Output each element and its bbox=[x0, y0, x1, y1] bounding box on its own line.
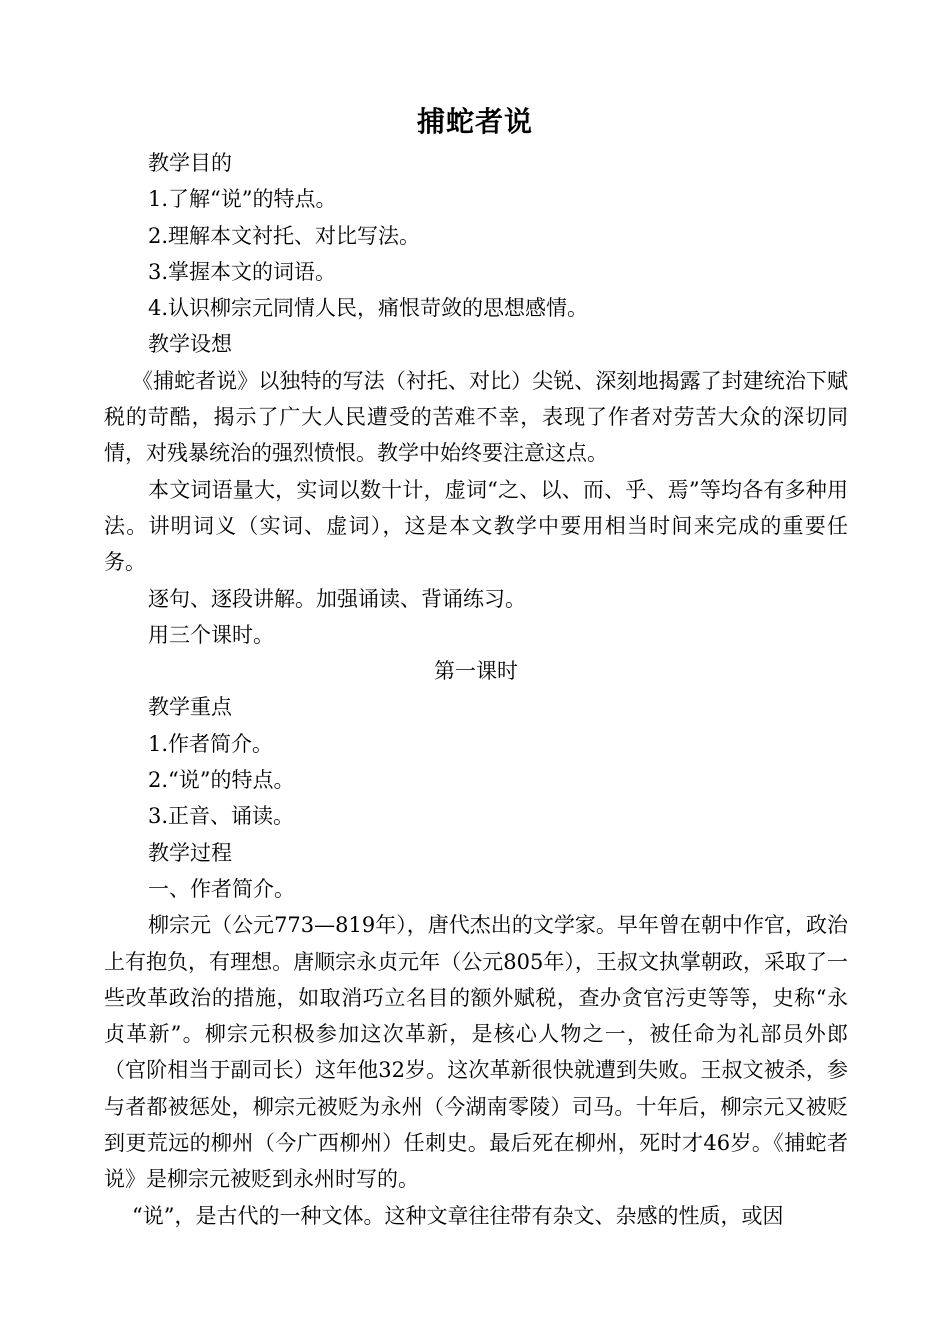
heading-teaching-process: 教学过程 bbox=[148, 840, 232, 865]
paragraph-hours: 用三个课时。 bbox=[148, 622, 274, 647]
key-point-1: 1.作者简介。 bbox=[148, 731, 274, 756]
goal-item-4: 4.认识柳宗元同情人民，痛恨苛敛的思想感情。 bbox=[148, 296, 589, 321]
paragraph-ideas-1: 《捕蛇者说》以独特的写法（衬托、对比）尖锐、深刻地揭露了封建统治下赋税的苛酷，揭示了广大人民遭受的苦难不幸，表现了作者对劳苦大众的深切同情，对残暴统治的强烈愤恨。教学中始终要注意这点。 bbox=[104, 368, 848, 466]
process-step-1: 一、作者简介。 bbox=[148, 876, 295, 901]
heading-teaching-ideas: 教学设想 bbox=[148, 332, 232, 357]
paragraph-shuo-genre: “说”，是古代的一种文体。这种文章往往带有杂文、杂感的性质，或因 bbox=[132, 1203, 784, 1228]
key-point-3: 3.正音、诵读。 bbox=[148, 804, 295, 829]
paragraph-author-bio: 柳宗元（公元773—819年），唐代杰出的文学家。早年曾在朝中作官，政治上有抱负，有理想。唐顺宗永贞元年（公元805年），王叔文执掌朝政，采取了一些改革政治的措施，如取消巧立名目的额外赋税，查办贪官污吏等等，史称“永贞革新”。柳宗元积极参加这次革新，是核心人物之一，被任命为礼部员外郎（官阶相当于副司长）这年他32岁。这次革新很快就遭到失败。王叔文被杀，参与者都被惩处，柳宗元被贬为永州（今湖南零陵）司马。十年后，柳宗元又被贬到更荒远的柳州（今广西柳州）任刺史。最后死在柳州，死时才46岁。《捕蛇者说》是柳宗元被贬到永州时写的。 bbox=[104, 913, 848, 1192]
key-point-2: 2.“说”的特点。 bbox=[148, 768, 295, 793]
section-first-lesson: 第一课时 bbox=[434, 659, 518, 684]
heading-teaching-goals: 教学目的 bbox=[148, 151, 232, 175]
paragraph-method: 逐句、逐段讲解。加强诵读、背诵练习。 bbox=[148, 586, 526, 611]
document-title: 捕蛇者说 bbox=[416, 105, 533, 138]
goal-item-1: 1.了解“说”的特点。 bbox=[148, 187, 337, 212]
document-body bbox=[104, 145, 848, 1234]
goal-item-3: 3.掌握本文的词语。 bbox=[148, 259, 337, 284]
paragraph-ideas-2: 本文词语量大，实词以数十计，虚词“之、以、而、乎、焉”等均各有多种用法。讲明词义（实词、虚词），这是本文教学中要用相当时间来完成的重要任务。 bbox=[104, 477, 848, 575]
goal-item-2: 2.理解本文衬托、对比写法。 bbox=[148, 223, 421, 248]
heading-key-points: 教学重点 bbox=[148, 695, 232, 720]
